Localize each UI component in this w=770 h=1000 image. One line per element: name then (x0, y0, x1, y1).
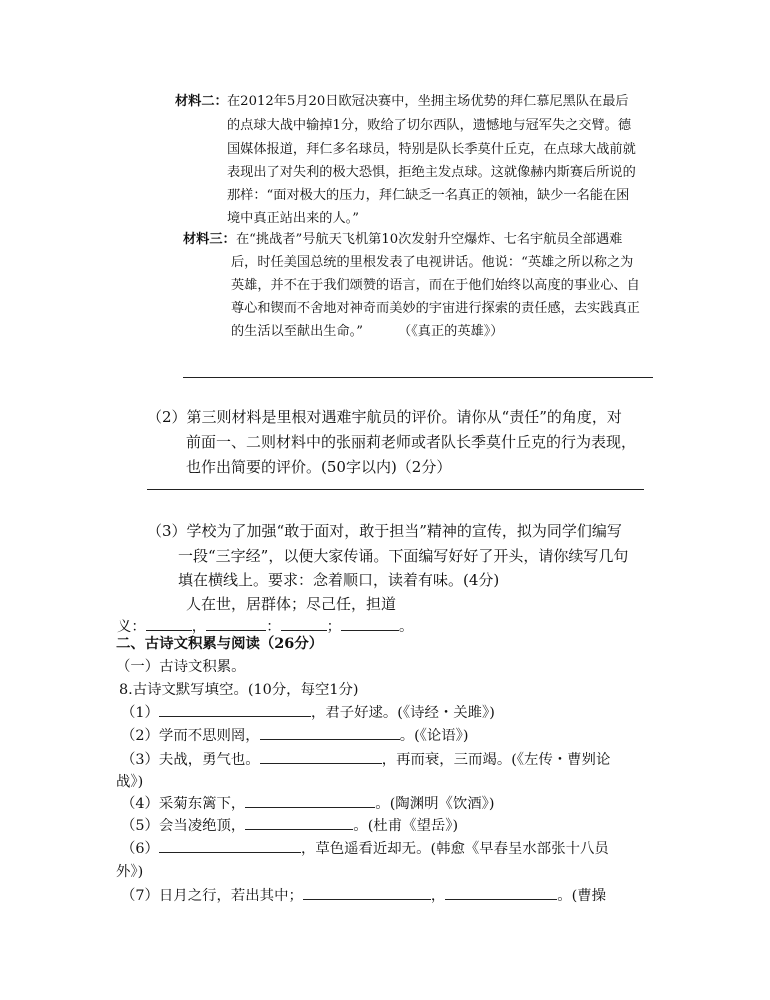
fill-item-3: （3）夫战，勇气也。 ，再而衰，三而竭。(《左传・曹刿论 (121, 752, 611, 768)
blank[interactable] (341, 629, 399, 631)
question-3-line: 一段“三字经”，以便大家传诵。下面编写好好了开头，请你续写几句 (178, 547, 629, 565)
material3-label: 材料三： (183, 232, 236, 247)
fill-item-6: （6） ，草色遥看近却无。(韩愈《早春呈水部张十八员 (121, 841, 609, 857)
fill-item-1: （1） ，君子好逑。(《诗经・关雎》) (121, 705, 495, 721)
material2-line: 的点球大战中输掉1分，败给了切尔西队，遗憾地与冠军失之交臂。德 (227, 118, 632, 133)
question-3-line: （3）学校为了加强“敢于面对，敢于担当”精神的宣传，拟为同学们编写 (147, 522, 622, 540)
material3-line: 英雄，并不在于我们颂赞的语言，而在于他们始终以高度的事业心、自 (231, 278, 640, 293)
question-3-line: 人在世，居群体；尽己任，担道 (186, 595, 397, 613)
material3-line: 的生活以至献出生命。” (231, 324, 364, 339)
fill-item-7: （7）日月之行，若出其中； ， 。(曹操 (121, 888, 607, 904)
question-2-line: （2）第三则材料是里根对遇难宇航员的评价。请你从“责任”的角度，对 (147, 408, 622, 426)
blank[interactable] (445, 898, 557, 900)
fill-item-5: （5）会当凌绝顶， 。(杜甫《望岳》) (121, 818, 459, 834)
subsection-title: （一）古诗文积累。 (116, 659, 246, 675)
material2-line: 在2012年5月20日欧冠决赛中，坐拥主场优势的拜仁慕尼黑队在最后 (227, 94, 629, 109)
answer-line[interactable] (183, 377, 653, 378)
question-3-line: 填在横线上。要求：念着顺口，读着有味。(4分) (178, 571, 500, 589)
question-2-line: 也作出简要的评价。(50字以内)（2分） (186, 458, 452, 476)
answer-line[interactable] (147, 489, 644, 490)
section-title: 二、古诗文积累与阅读（26分） (116, 635, 324, 652)
question-2-line: 前面一、二则材料中的张丽莉老师或者队长季莫什丘克的行为表现， (186, 433, 637, 451)
material2-label: 材料二： (175, 94, 228, 109)
material3-line: 在“挑战者”号航天飞机第10次发射升空爆炸、七名宇航员全部遇难 (236, 232, 623, 247)
blank[interactable] (146, 629, 192, 631)
material2-line: 国媒体报道，拜仁多名球员，特别是队长季莫什丘克，在点球大战前就 (227, 142, 636, 157)
fill-item-2: （2）学而不思则罔， 。(《论语》) (121, 728, 469, 744)
fill-item-6-cont: 外》) (116, 864, 144, 880)
blank[interactable] (206, 629, 266, 631)
question-8: 8.古诗文默写填空。(10分，每空1分) (119, 682, 359, 698)
material2-line: 表现出了对失利的极大恐惧，拒绝主发点球。这就像赫内斯赛后所说的 (227, 165, 636, 180)
fill-item-3-cont: 战》) (116, 774, 144, 790)
material3-line: 尊心和锲而不舍地对神奇而美妙的宇宙进行探索的责任感，去实践真正 (231, 301, 640, 316)
blank[interactable] (303, 898, 431, 900)
material2-line: 那样：“面对极大的压力，拜仁缺乏一名真正的领袖，缺少一名能在困 (227, 188, 630, 203)
material3-source: （《真正的英雄》） (398, 324, 504, 339)
fill-item-4: （4）采菊东篱下， 。(陶渊明《饮酒》) (121, 796, 495, 812)
blank[interactable] (159, 715, 311, 717)
blank[interactable] (245, 828, 353, 830)
blank[interactable] (260, 738, 400, 740)
question-3-blanks: 义： ， ： ； 。 (117, 619, 414, 635)
blank[interactable] (281, 629, 327, 631)
blank[interactable] (260, 762, 382, 764)
blank[interactable] (159, 851, 301, 853)
material2-line: 境中真正站出来的人。” (227, 211, 360, 226)
blank[interactable] (245, 806, 375, 808)
material3-line: 后，时任美国总统的里根发表了电视讲话。他说：“英雄之所以称之为 (231, 255, 634, 270)
